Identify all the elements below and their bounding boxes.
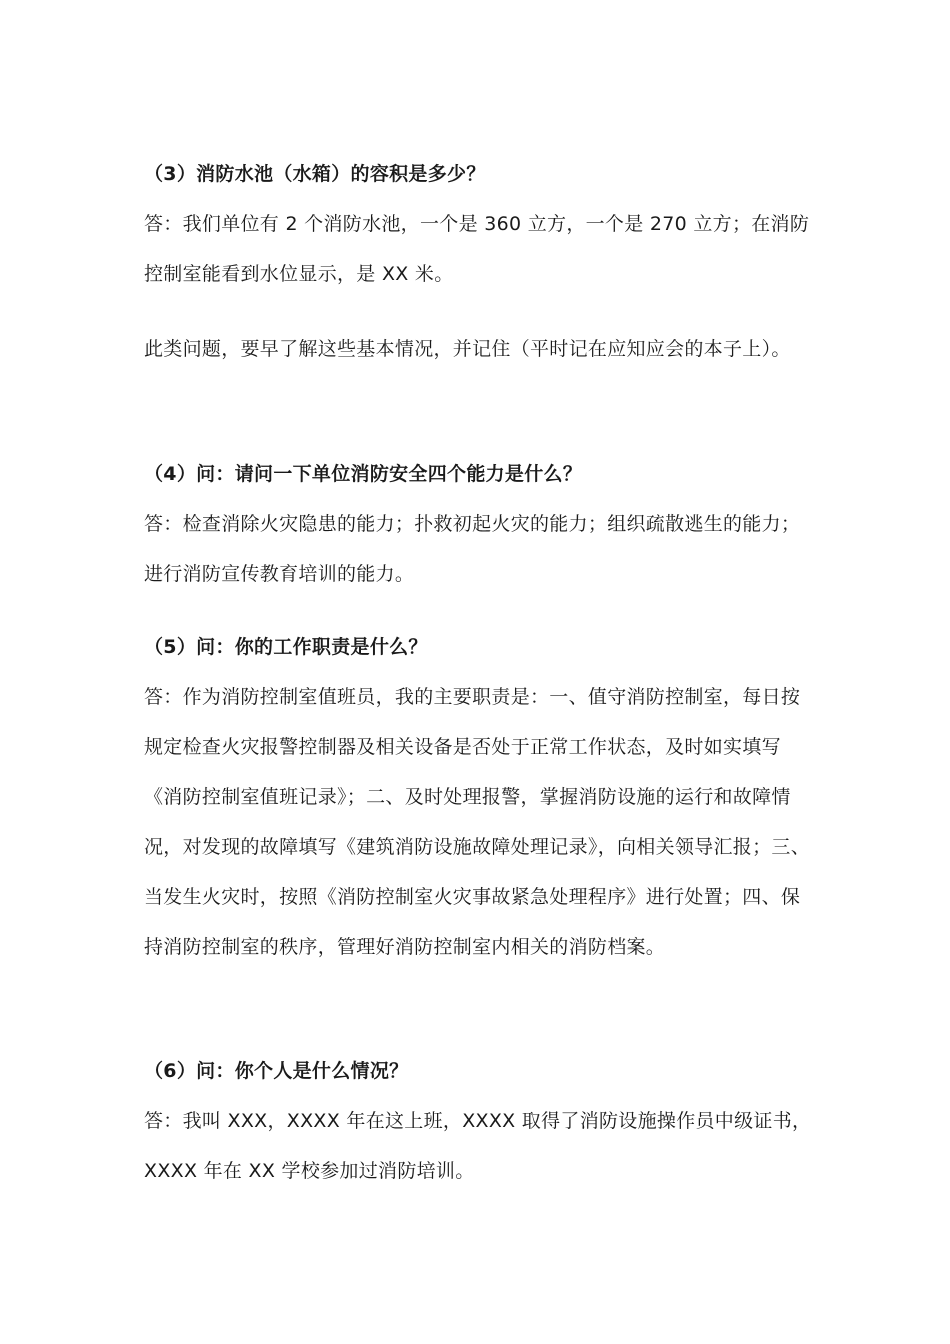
question-5: （5）问：你的工作职责是什么？ [144, 636, 428, 658]
note-paragraph: 此类问题，要早了解这些基本情况，并记住（平时记在应知应会的本子上）。 [144, 338, 791, 360]
question-4: （4）问：请问一下单位消防安全四个能力是什么？ [144, 463, 583, 485]
answer-3: 答：我们单位有 2 个消防水池，一个是 360 立方，一个是 270 立方；在消防控制室能看到水位显示，是 XX 米。 [144, 213, 810, 285]
question-3: （3）消防水池（水箱）的容积是多少？ [144, 163, 486, 185]
answer-4: 答：检查消除火灾隐患的能力；扑救初起火灾的能力；组织疏散逃生的能力；进行消防宣传教育培训的能力。 [144, 513, 801, 585]
answer-6: 答：我叫 XXX，XXXX 年在这上班，XXXX 取得了消防设施操作员中级证书，XXXX 年在 XX 学校参加过消防培训。 [144, 1110, 812, 1182]
answer-5: 答：作为消防控制室值班员，我的主要职责是：一、值守消防控制室，每日按规定检查火灾报警控制器及相关设备是否处于正常工作状态，及时如实填写《消防控制室值班记录》；二、及时处理报警，掌握消防设施的运行和故障情况，对发现的故障填写《建筑消防设施故障处理记录》，向相关领导汇报；三、当发生火灾时，按照《消防控制室火灾事故紧急处理程序》进行处置；四、保持消防控制室的秩序，管理好消防控制室内相关的消防档案。 [144, 686, 811, 958]
question-6: （6）问：你个人是什么情况？ [144, 1060, 409, 1082]
